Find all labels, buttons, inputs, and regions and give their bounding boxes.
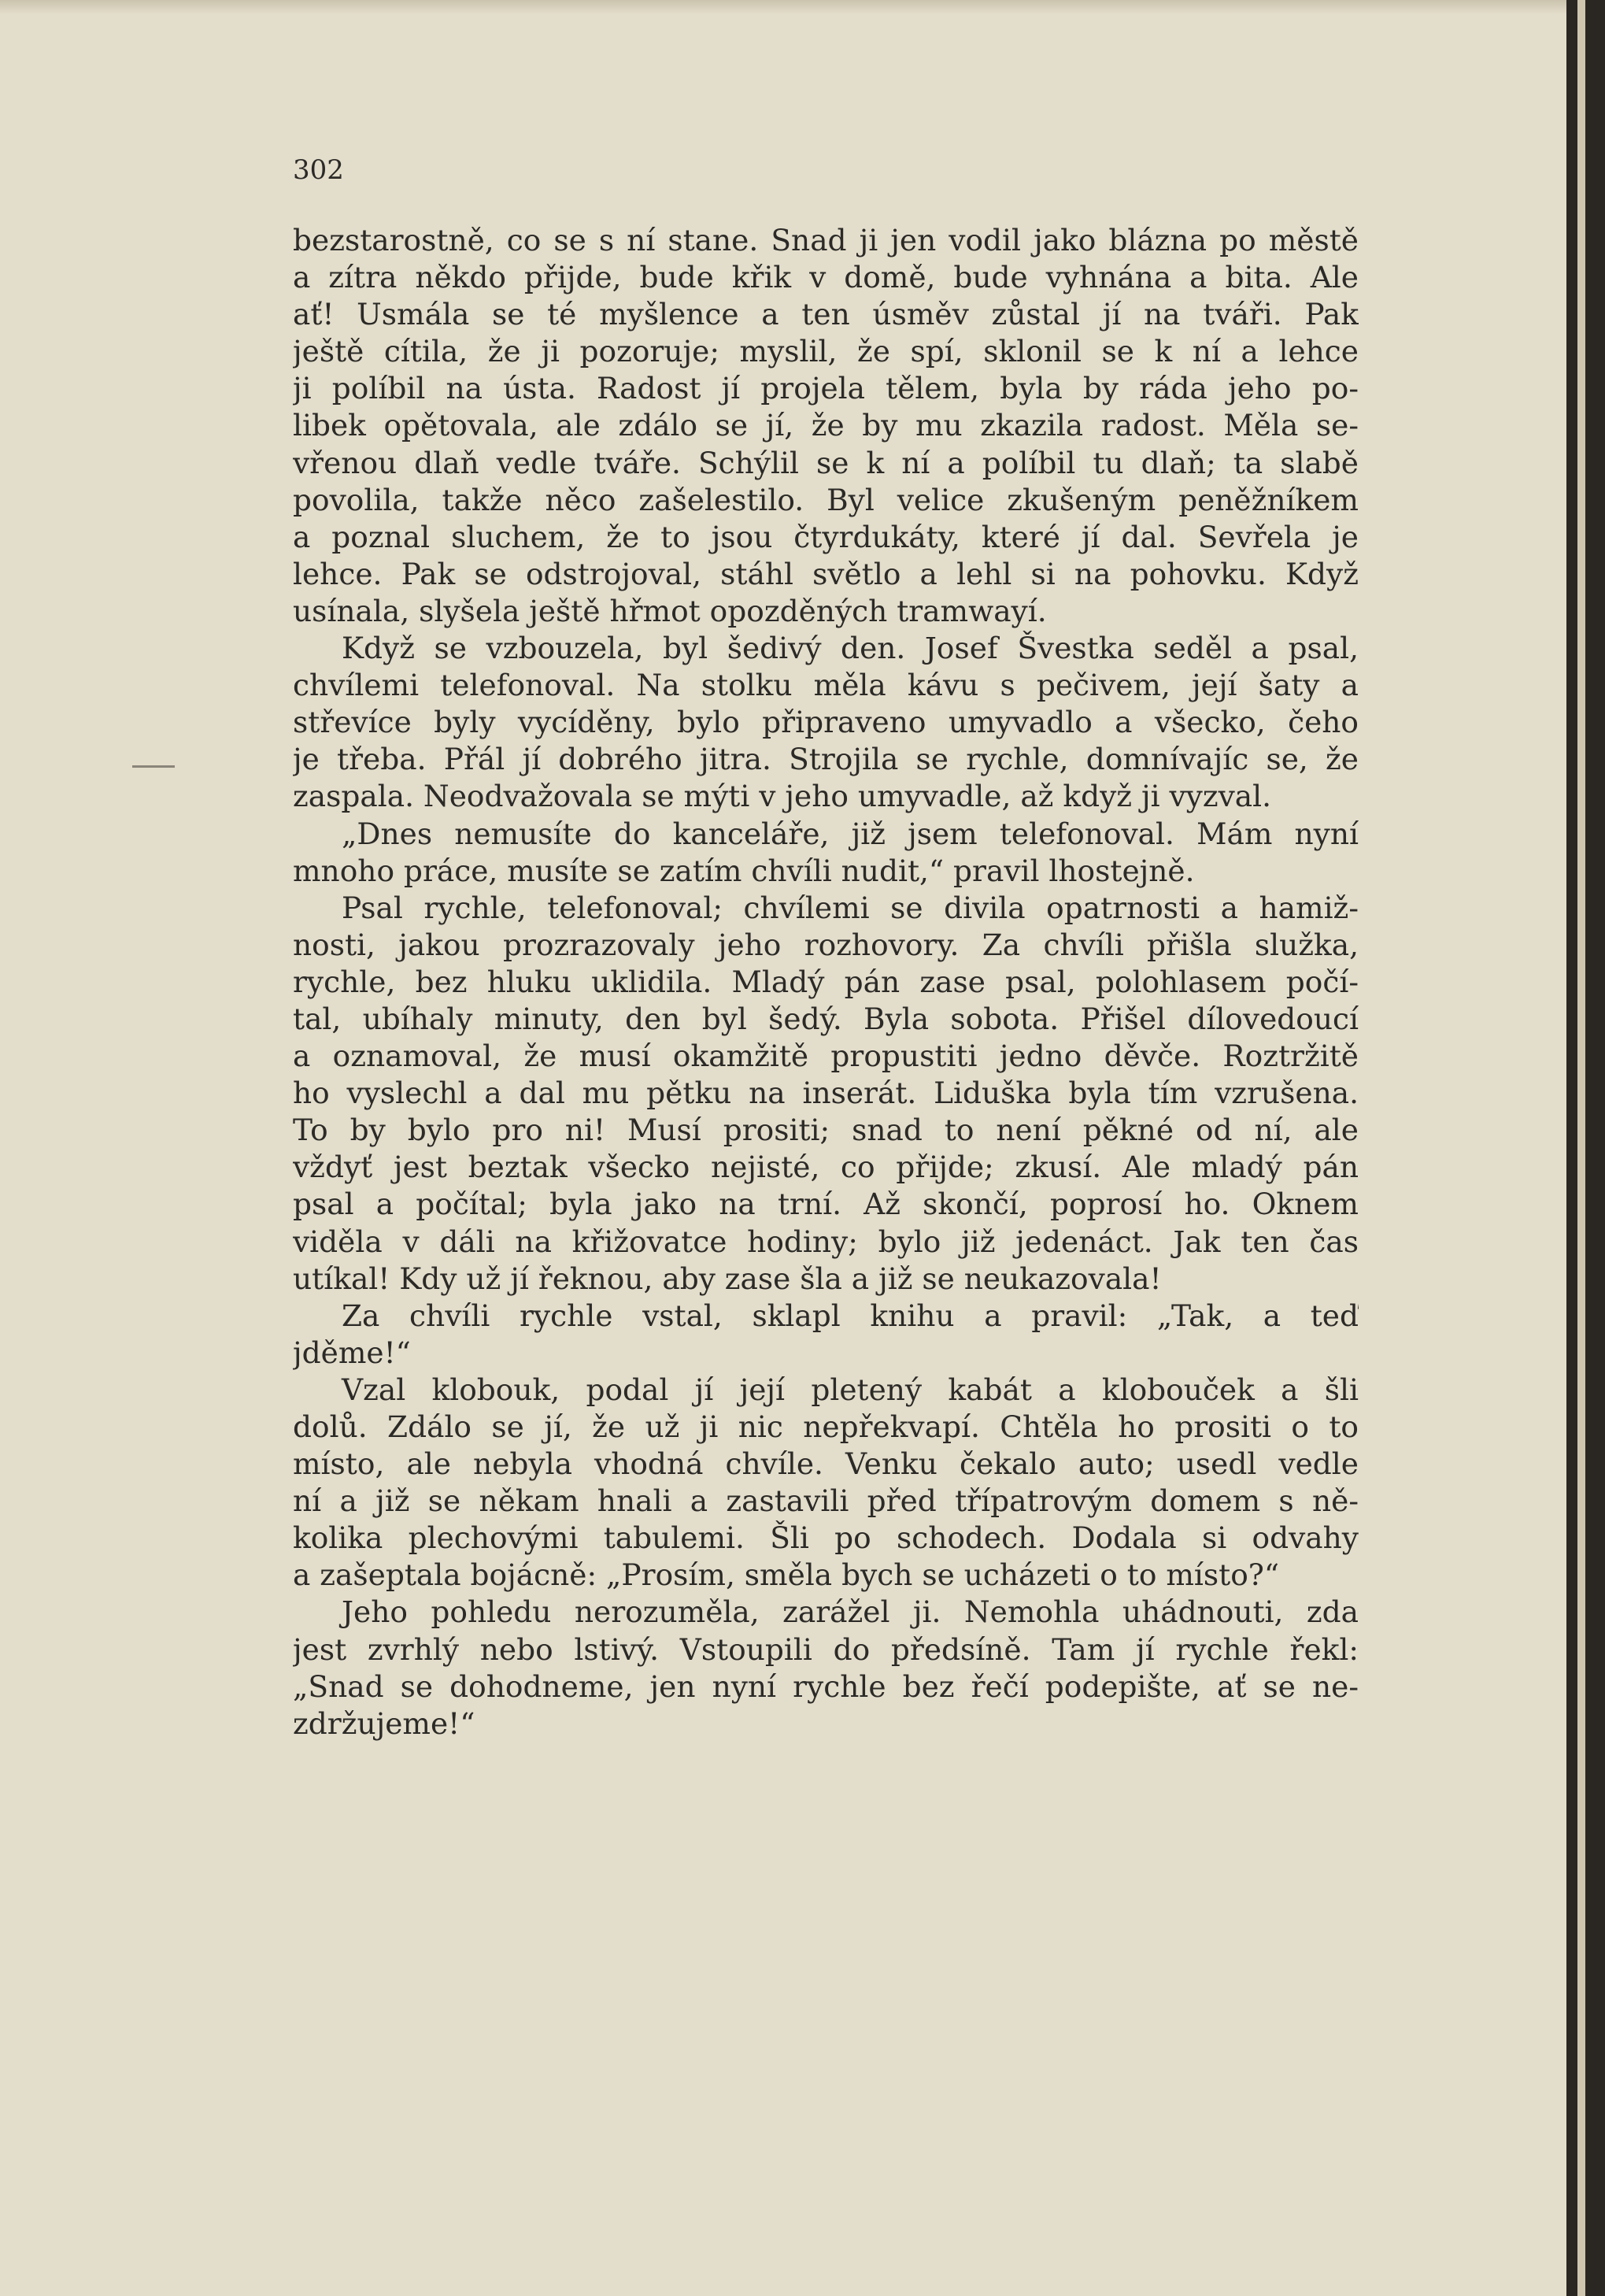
text-line: bezstarostně, co se s ní stane. Snad ji jen vodil jako blázna po městě (293, 223, 1359, 257)
text-line: vřenou dlaň vedle tváře. Schýlil se k ní a políbil tu dlaň; ta slabě (293, 445, 1359, 480)
text-line: Jeho pohledu nerozuměla, zarážel ji. Nemohla uhádnouti, zda (342, 1594, 1359, 1630)
text-line: ho vyslechl a dal mu pětku na inserát. Liduška byla tím vzrušena. (293, 1076, 1359, 1111)
text-line: Psal rychle, telefonoval; chvílemi se divila opatrnosti a hamiž- (342, 890, 1359, 925)
text-line: rychle, bez hluku uklidila. Mladý pán zase psal, polohlasem počí- (293, 964, 1359, 999)
text-line: je třeba. Přál jí dobrého jitra. Strojila se rychle, domnívajíc se, že (293, 742, 1359, 777)
text-line: psal a počítal; byla jako na trní. Až skončí, poprosí ho. Oknem (293, 1187, 1359, 1222)
text-line: usínala, slyšela ještě hřmot opozděných tramwayí. (293, 593, 1047, 628)
text-line: povolila, takže něco zašelestilo. Byl velice zkušeným peněžníkem (293, 482, 1359, 517)
text-line: střevíce byly vycíděny, bylo připraveno umyvadlo a všecko, čeho (293, 705, 1359, 740)
text-line: ještě cítila, že ji pozoruje; myslil, že spí, sklonil se k ní a lehce (293, 334, 1359, 369)
text-line: a poznal sluchem, že to jsou čtyrdukáty, které jí dal. Sevřela je (293, 519, 1359, 554)
text-line: vždyť jest beztak všecko nejisté, co přijde; zkusí. Ale mladý pán (293, 1150, 1359, 1185)
text-line: ji políbil na ústa. Radost jí projela tělem, byla by ráda jeho po- (293, 371, 1359, 406)
text-line: kolika plechovými tabulemi. Šli po schodech. Dodala si odvahy (293, 1520, 1359, 1556)
text-line: tal, ubíhaly minuty, den byl šedý. Byla sobota. Přišel dílovedoucí (293, 1001, 1359, 1036)
text-line: a oznamoval, že musí okamžitě propustiti jedno děvče. Roztržitě (293, 1039, 1359, 1074)
page-edge (1566, 0, 1605, 2296)
text-line: Za chvíli rychle vstal, sklapl knihu a pravil: „Tak, a teď (342, 1298, 1359, 1333)
text-line: viděla v dáli na křižovatce hodiny; bylo již jedenáct. Jak ten čas (293, 1224, 1359, 1259)
text-line: zdržujeme!“ (293, 1705, 475, 1741)
text-line: dolů. Zdálo se jí, že už ji nic nepřekvapí. Chtěla ho prositi o to (293, 1409, 1359, 1444)
text-line: ní a již se někam hnali a zastavili před třípatrovým domem s ně- (293, 1483, 1359, 1519)
text-line: mnoho práce, musíte se zatím chvíli nudit,“ pravil lhostejně. (293, 853, 1195, 888)
text-line: „Snad se dohodneme, jen nyní rychle bez řečí podepište, ať se ne- (293, 1668, 1359, 1704)
text-line: ať! Usmála se té myšlence a ten úsměv zůstal jí na tváři. Pak (293, 297, 1359, 332)
page-number: 302 (293, 154, 344, 186)
text-line: Když se vzbouzela, byl šedivý den. Josef Švestka seděl a psal, (342, 631, 1359, 666)
text-line: chvílemi telefonoval. Na stolku měla kávu s pečivem, její šaty a (293, 668, 1359, 703)
text-line: jest zvrhlý nebo lstivý. Vstoupili do předsíně. Tam jí rychle řekl: (293, 1631, 1359, 1667)
text-line: jděme!“ (293, 1335, 411, 1370)
text-line: a zítra někdo přijde, bude křik v domě, bude vyhnána a bita. Ale (293, 260, 1359, 295)
text-line: Vzal klobouk, podal jí její pletený kabát a klobouček a šli (342, 1372, 1359, 1407)
text-line: „Dnes nemusíte do kanceláře, již jsem telefonoval. Mám nyní (342, 816, 1359, 851)
text-line: a zašeptala bojácně: „Prosím, směla bych se ucházeti o to místo?“ (293, 1557, 1280, 1593)
text-line: To by bylo pro ni! Musí prositi; snad to není pěkné od ní, ale (293, 1113, 1359, 1148)
text-line: místo, ale nebyla vhodná chvíle. Venku čekalo auto; usedl vedle (293, 1446, 1359, 1482)
text-line: lehce. Pak se odstrojoval, stáhl světlo a lehl si na pohovku. Když (293, 556, 1359, 591)
text-line: nosti, jakou prozrazovaly jeho rozhovory. Za chvíli přišla služka, (293, 927, 1359, 962)
body-text (293, 222, 1359, 1742)
next-page-strip (1577, 0, 1585, 2296)
page-top-shadow (0, 0, 1566, 14)
text-line: utíkal! Kdy už jí řeknou, aby zase šla a již se neukazovala! (293, 1261, 1162, 1296)
text-line: zaspala. Neodvažovala se mýti v jeho umyvadle, až když ji vyzval. (293, 779, 1272, 814)
text-line: libek opětovala, ale zdálo se jí, že by mu zkazila radost. Měla se- (293, 408, 1359, 443)
margin-mark (132, 765, 175, 768)
